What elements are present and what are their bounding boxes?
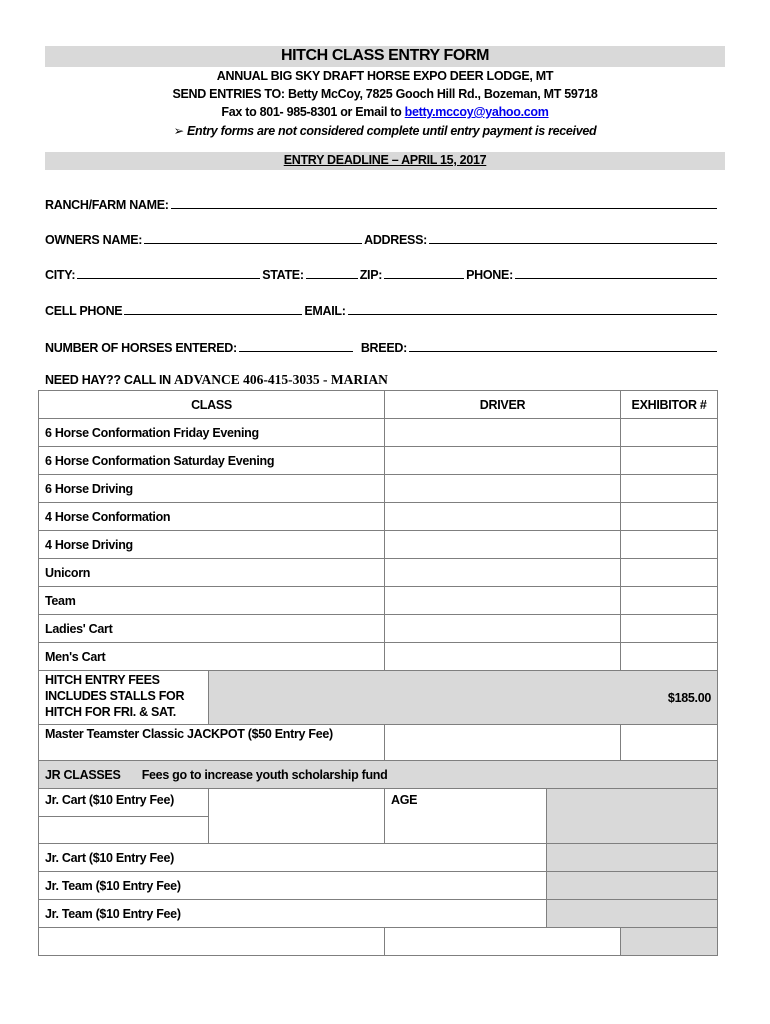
class-header: CLASS <box>39 391 385 419</box>
jr-shaded-cell <box>547 789 718 844</box>
address-label: ADDRESS: <box>364 233 427 247</box>
state-input[interactable] <box>306 278 358 279</box>
driver-header: DRIVER <box>385 391 621 419</box>
fees-label: HITCH ENTRY FEES INCLUDES STALLS FOR HITCH FOR FRI. & SAT. <box>39 671 209 725</box>
class-name: 4 Horse Driving <box>39 531 385 559</box>
cell-input[interactable] <box>124 314 302 315</box>
city-input[interactable] <box>77 278 260 279</box>
driver-cell[interactable] <box>385 419 621 447</box>
jr-classes-label: JR CLASSES <box>45 767 121 782</box>
cell-row <box>45 300 719 318</box>
class-entry-table <box>38 390 718 956</box>
jr-classes-row <box>39 761 718 789</box>
ranch-label: RANCH/FARM NAME: <box>45 198 169 212</box>
table-row <box>39 447 718 475</box>
fax-email-line <box>45 105 725 119</box>
address-input[interactable] <box>429 243 717 244</box>
blank-driver-cell[interactable] <box>385 928 621 956</box>
exhibitor-cell[interactable] <box>621 643 718 671</box>
form-title: HITCH CLASS ENTRY FORM <box>280 47 490 64</box>
event-subtitle: ANNUAL BIG SKY DRAFT HORSE EXPO DEER LODGE, MT <box>216 69 554 83</box>
jr-shaded-cell <box>547 844 718 872</box>
cell-label: CELL PHONE <box>45 304 123 318</box>
driver-cell[interactable] <box>385 587 621 615</box>
fees-amount: $185.00 <box>209 671 718 725</box>
entry-deadline: ENTRY DEADLINE – APRIL 15, 2017 <box>283 153 487 167</box>
num-horses-label: NUMBER OF HORSES ENTERED: <box>45 341 237 355</box>
jr-team-label-2: Jr. Team ($10 Entry Fee) <box>39 900 547 928</box>
hay-notice <box>45 372 388 388</box>
exhibitor-cell[interactable] <box>621 587 718 615</box>
jr-blank-cell <box>39 817 209 844</box>
city-label: CITY: <box>45 268 76 282</box>
jr-team-row <box>39 872 718 900</box>
class-name: Men's Cart <box>39 643 385 671</box>
hay-contact: ADVANCE 406-415-3035 - MARIAN <box>174 372 388 387</box>
class-name: 6 Horse Driving <box>39 475 385 503</box>
breed-input[interactable] <box>409 351 717 352</box>
class-name: 6 Horse Conformation Friday Evening <box>39 419 385 447</box>
jr-cart-driver-cell[interactable] <box>209 789 385 844</box>
driver-cell[interactable] <box>385 447 621 475</box>
phone-label: PHONE: <box>466 268 513 282</box>
arrow-bullet-icon: ➢ <box>173 123 184 138</box>
payment-note: Entry forms are not considered complete until entry payment is received <box>186 124 597 138</box>
jr-classes-banner <box>39 761 718 789</box>
jr-cart-row <box>39 789 718 817</box>
table-row <box>39 419 718 447</box>
class-name: 6 Horse Conformation Saturday Evening <box>39 447 385 475</box>
driver-cell[interactable] <box>385 475 621 503</box>
zip-input[interactable] <box>384 278 464 279</box>
table-header-row <box>39 391 718 419</box>
class-name: 4 Horse Conformation <box>39 503 385 531</box>
jr-team-row-2 <box>39 900 718 928</box>
table-row <box>39 503 718 531</box>
jackpot-driver-cell[interactable] <box>385 725 621 761</box>
payment-note-line <box>45 123 725 138</box>
owners-row <box>45 229 719 247</box>
driver-cell[interactable] <box>385 531 621 559</box>
exhibitor-cell[interactable] <box>621 503 718 531</box>
jr-classes-note: Fees go to increase youth scholarship fund <box>141 767 388 782</box>
table-row <box>39 643 718 671</box>
jr-team-label: Jr. Team ($10 Entry Fee) <box>39 872 547 900</box>
hay-prefix: NEED HAY?? CALL IN <box>45 373 175 387</box>
breed-label: BREED: <box>360 341 407 355</box>
jr-cart-row-2 <box>39 844 718 872</box>
table-row <box>39 587 718 615</box>
state-label: STATE: <box>262 268 304 282</box>
driver-cell[interactable] <box>385 643 621 671</box>
owners-label: OWNERS NAME: <box>45 233 143 247</box>
jackpot-label: Master Teamster Classic JACKPOT ($50 Entry Fee) <box>39 725 385 761</box>
blank-class-cell[interactable] <box>39 928 385 956</box>
horses-row <box>45 337 719 355</box>
city-row <box>45 264 719 282</box>
driver-cell[interactable] <box>385 559 621 587</box>
owners-input[interactable] <box>144 243 362 244</box>
blank-row <box>39 928 718 956</box>
age-label: AGE <box>385 789 547 844</box>
email-label: EMAIL: <box>304 304 346 318</box>
email-input[interactable] <box>348 314 717 315</box>
table-row <box>39 475 718 503</box>
driver-cell[interactable] <box>385 615 621 643</box>
table-row <box>39 531 718 559</box>
jackpot-row <box>39 725 718 761</box>
class-name: Team <box>39 587 385 615</box>
exhibitor-cell[interactable] <box>621 531 718 559</box>
exhibitor-cell[interactable] <box>621 475 718 503</box>
ranch-input[interactable] <box>171 208 717 209</box>
exhibitor-cell[interactable] <box>621 615 718 643</box>
jr-shaded-cell <box>547 872 718 900</box>
table-row <box>39 615 718 643</box>
zip-label: ZIP: <box>359 268 383 282</box>
email-link[interactable]: betty.mccoy@yahoo.com <box>404 105 549 119</box>
table-row <box>39 559 718 587</box>
exhibitor-cell[interactable] <box>621 419 718 447</box>
exhibitor-header: EXHIBITOR # <box>621 391 718 419</box>
exhibitor-cell[interactable] <box>621 447 718 475</box>
num-horses-input[interactable] <box>239 351 353 352</box>
phone-input[interactable] <box>515 278 717 279</box>
jr-cart-label-2: Jr. Cart ($10 Entry Fee) <box>39 844 547 872</box>
class-name: Unicorn <box>39 559 385 587</box>
jackpot-exhibitor-cell[interactable] <box>621 725 718 761</box>
exhibitor-cell[interactable] <box>621 559 718 587</box>
fees-row <box>39 671 718 725</box>
jr-cart-label: Jr. Cart ($10 Entry Fee) <box>39 789 209 817</box>
blank-shaded-cell <box>621 928 718 956</box>
class-name: Ladies' Cart <box>39 615 385 643</box>
fax-text: Fax to 801- 985-8301 or Email to <box>221 105 405 119</box>
ranch-row <box>45 194 719 212</box>
driver-cell[interactable] <box>385 503 621 531</box>
send-entries-line: SEND ENTRIES TO: Betty McCoy, 7825 Gooch Hill Rd., Bozeman, MT 59718 <box>172 87 598 101</box>
jr-shaded-cell <box>547 900 718 928</box>
